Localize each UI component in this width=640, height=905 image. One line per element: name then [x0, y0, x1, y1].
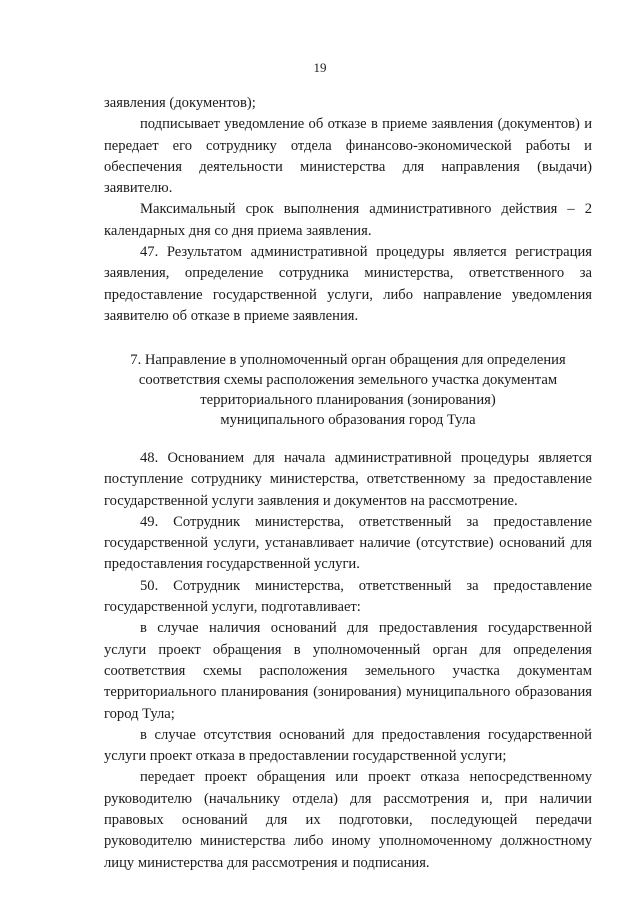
paragraph: 49. Сотрудник министерства, ответственный за предоставление государственной услуги, устанавливает наличие (отсутствие) оснований для предоставления государственной услуги. [104, 513, 592, 573]
paragraph: подписывает уведомление об отказе в приеме заявления (документов) и передает его сотруднику отдела финансово-экономической работы и обеспечения деятельности министерства для направления (выдачи) заявителю. [104, 116, 592, 197]
paragraph: в случае наличия оснований для предоставления государственной услуги проект обращения в уполномоченный орган для определения соответствия схемы расположения земельного участка документам территориального планирования (зонирования) муниципального образования город Тула; [104, 620, 592, 722]
paragraph: Максимальный срок выполнения административного действия – 2 календарных дня со дня приема заявления. [104, 201, 592, 239]
page-number: 19 [313, 60, 327, 75]
heading-line: муниципального образования город Тула [220, 412, 476, 428]
paragraph: 50. Сотрудник министерства, ответственный за предоставление государственной услуги, подготавливает: [104, 577, 592, 616]
paragraph: 48. Основанием для начала административной процедуры является поступление сотруднику министерства, ответственному за предоставление государственной услуги заявления и документов на рассмотрение. [104, 450, 592, 509]
paragraph: в случае отсутствия оснований для предоставления государственной услуги проект отказа в предоставлении государственной услуги; [104, 726, 592, 765]
section-heading [104, 350, 592, 430]
paragraph: передает проект обращения или проект отказа непосредственному руководителю (начальнику отдела) для рассмотрения и, при наличии правовых оснований для их подготовки, последующей передачи руководителю министерства либо иному уполномоченному должностному лицу министерства для рассмотрения и подписания. [104, 769, 592, 871]
paragraph: 47. Результатом административной процедуры является регистрация заявления, определение сотрудника министерства, ответственного за предоставление государственной услуги, либо направление уведомления заявителю об отказе в приеме заявления. [104, 244, 592, 324]
text-block-top [104, 93, 592, 327]
heading-line: 7. Направление в уполномоченный орган обращения для определения [130, 352, 566, 368]
paragraph: заявления (документов); [104, 95, 256, 111]
text-block-bottom [104, 448, 592, 874]
heading-line: соответствия схемы расположения земельного участка документам [138, 372, 558, 388]
heading-line: территориального планирования (зонирования) [200, 392, 496, 408]
